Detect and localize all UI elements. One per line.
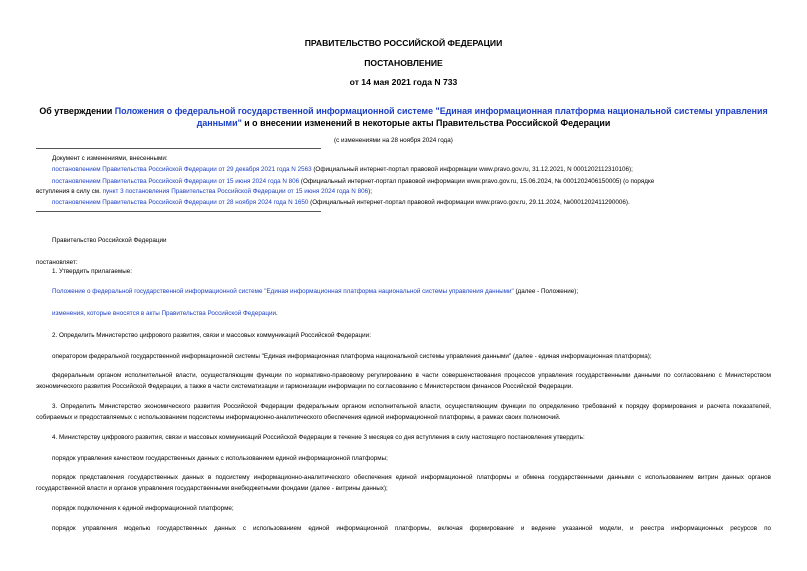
paragraph-2: 2. Определить Министерство цифрового развития, связи и массовых коммуникаций Российской Федерации:: [52, 332, 371, 339]
changes-heading: Документ с изменениями, внесенными:: [52, 155, 168, 162]
revision-note: (с изменениями на 28 ноября 2024 года): [334, 137, 453, 144]
paragraph-1b: изменения, которые вносятся в акты Правительства Российской Федерации.: [52, 310, 278, 317]
paragraph-2a: оператором федеральной государственной информационной системы "Единая информационная платформа национальной системы управления данными" (далее - единая информационная платформа);: [52, 353, 652, 360]
paragraph-4b: порядок представления государственных данных в подсистему информационно-аналитического обеспечения единой информационной платформы и обмена государственными данными с использованием витрин данных органов государственной власти и органов управления государственными внебюджетными фондами (далее - витрины данных);: [36, 474, 771, 492]
amendments-link[interactable]: изменения, которые вносятся в акты Правительства Российской Федерации: [52, 310, 276, 317]
paragraph-1: 1. Утвердить прилагаемые:: [52, 268, 132, 275]
document-date: от 14 мая 2021 года N 733: [349, 77, 458, 87]
document-title: Об утверждении Положения о федеральной государственной информационной системе "Единая информационная платформа национальной системы управления данными" и о внесении изменений в некоторые акты Правительства Российской Федерации: [39, 106, 768, 128]
government-reference: Правительство Российской Федерации: [52, 237, 167, 244]
change-link[interactable]: пункт 3 постановления Правительства Российской Федерации от 15 июня 2024 года N 806: [102, 188, 369, 195]
paragraph-4a: порядок управления качеством государственных данных с использованием единой информационной платформы;: [52, 455, 388, 462]
paragraph-4c: порядок подключения к единой информационной платформе;: [52, 505, 234, 512]
government-header: ПРАВИТЕЛЬСТВО РОССИЙСКОЙ ФЕДЕРАЦИИ: [304, 38, 503, 48]
change-item: постановлением Правительства Российской Федерации от 29 декабря 2021 года N 2563 (Официальный интернет-портал правовой информации www.pravo.gov.ru, 31.12.2021, N 0001202112310106);: [52, 166, 633, 173]
title-regulation-link[interactable]: Положения о федеральной государственной информационной системе "Единая информационная платформа национальной системы управления данными": [114, 106, 768, 128]
paragraph-3: 3. Определить Министерство экономического развития Российской Федерации федеральным органом исполнительной власти, осуществляющим функции по определению требований к порядку формирования и расчета показателей, собираемых и предоставляемых с использованием подсистемы информационно-аналитического обеспечения единой информационной платформы, в рамках своих полномочий.: [36, 403, 771, 421]
changes-top-divider: [36, 148, 321, 149]
paragraph-2b: федеральным органом исполнительной власти, осуществляющим функции по нормативно-правовому регулированию в части совершенствования процессов управления государственными данными по согласованию с Министерством экономического развития Российской Федерации, а также в части систематизации и гармонизации информации по согласованию с Министерством финансов Российской Федерации.: [36, 372, 771, 390]
paragraph-4d: порядок управления моделью государственных данных с использованием единой информационной платформы, включая формирование и ведение указанной модели, и реестра информационных ресурсов по: [52, 525, 771, 532]
change-link[interactable]: постановлением Правительства Российской Федерации от 29 декабря 2021 года N 2563: [52, 166, 312, 173]
paragraph-4: 4. Министерству цифрового развития, связи и массовых коммуникаций Российской Федерации в течение 3 месяцев со дня вступления в силу настоящего постановления утвердить:: [52, 434, 585, 441]
change-item: постановлением Правительства Российской Федерации от 28 ноября 2024 года N 1650 (Официальный интернет-портал правовой информации www.pravo.gov.ru, 29.11.2024, №0001202411290006).: [52, 199, 630, 206]
change-link[interactable]: постановлением Правительства Российской Федерации от 28 ноября 2024 года N 1650: [52, 199, 309, 206]
change-item: вступления в силу см. пункт 3 постановления Правительства Российской Федерации от 15 июня 2024 года N 806);: [36, 188, 372, 195]
changes-bottom-divider: [36, 211, 321, 212]
change-item: постановлением Правительства Российской Федерации от 15 июня 2024 года N 806 (Официальный интернет-портал правовой информации www.pravo.gov.ru, 15.06.2024, № 0001202406150005) (о порядке: [52, 178, 655, 185]
document-kind: ПОСТАНОВЛЕНИЕ: [364, 58, 443, 68]
regulation-link[interactable]: Положение о федеральной государственной информационной системе "Единая информационная платформа национальной системы управления данными": [52, 288, 514, 295]
resolves-label: постановляет:: [36, 259, 78, 266]
paragraph-1a: Положение о федеральной государственной информационной системе "Единая информационная платформа национальной системы управления данными" (далее - Положение);: [52, 288, 579, 295]
change-link[interactable]: постановлением Правительства Российской Федерации от 15 июня 2024 года N 806: [52, 178, 300, 185]
